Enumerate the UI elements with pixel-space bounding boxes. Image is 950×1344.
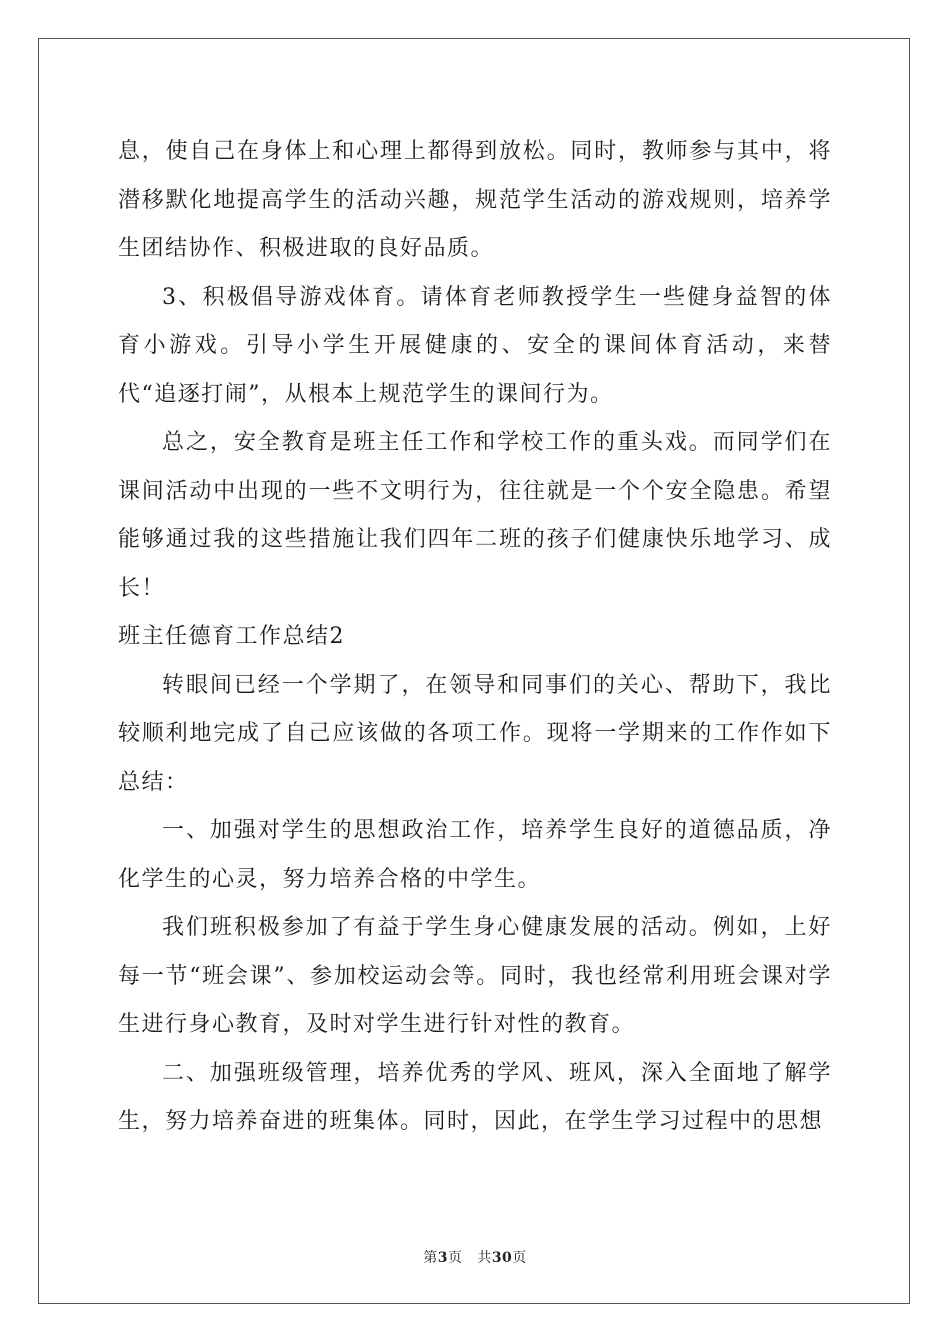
total-pages-number: 30 [491,1250,513,1266]
paragraph: 我们班积极参加了有益于学生身心健康发展的活动。例如，上好每一节“班会课”、参加校运动会等。同时，我也经常利用班会课对学生进行身心教育，及时对学生进行针对性的教育。 [118,915,832,1037]
paragraph: 转眼间已经一个学期了，在领导和同事们的关心、帮助下，我比较顺利地完成了自己应该做的各项工作。现将一学期来的工作作如下总结： [118,672,832,795]
paragraph: 一、加强对学生的思想政治工作，培养学生良好的道德品质，净化学生的心灵，努力培养合格的中学生。 [118,818,832,892]
paragraph: 二、加强班级管理，培养优秀的学风、班风，深入全面地了解学生，努力培养奋进的班集体。同时，因此，在学生学习过程中的思想 [118,1060,832,1134]
page-footer [0,1247,950,1267]
footer-total-suffix: 页 [512,1250,527,1266]
footer-total-prefix: 共 [477,1250,492,1266]
section-heading: 班主任德育工作总结2 [118,624,345,649]
paragraph: 总之，安全教育是班主任工作和学校工作的重头戏。而同学们在课间活动中出现的一些不文明行为，往往就是一个个安全隐患。希望能够通过我的这些措施让我们四年二班的孩子们健康快乐地学习、成长！ [118,430,832,601]
current-page-number: 3 [437,1250,448,1266]
footer-prefix: 第 [423,1250,438,1266]
footer-page-suffix: 页 [447,1250,463,1266]
paragraph-continuation: 息，使自己在身体上和心理上都得到放松。同时，教师参与其中，将潜移默化地提高学生的活动兴趣，规范学生活动的游戏规则，培养学生团结协作、积极进取的良好品质。 [118,139,832,261]
document-body [118,128,832,1147]
paragraph: 3、积极倡导游戏体育。请体育老师教授学生一些健身益智的体育小游戏。引导小学生开展健康的、安全的课间体育活动，来替代“追逐打闹”，从根本上规范学生的课间行为。 [118,284,832,407]
